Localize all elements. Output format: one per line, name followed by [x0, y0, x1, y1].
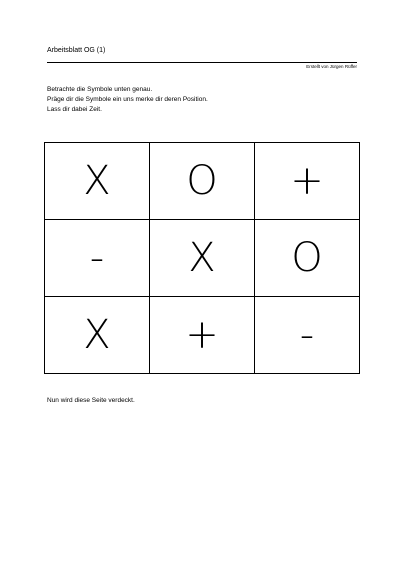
grid-row — [45, 143, 360, 220]
grid-cell: X — [45, 297, 150, 374]
grid-cell: - — [255, 297, 360, 374]
grid-cell: + — [150, 297, 255, 374]
footer-note: Nun wird diese Seite verdeckt. — [47, 396, 135, 404]
symbol-grid — [44, 142, 360, 374]
grid-cell: O — [255, 220, 360, 297]
author-credit: Erstellt von Jürgen Rüffer — [306, 64, 357, 69]
grid-row — [45, 297, 360, 374]
grid-row — [45, 220, 360, 297]
instructions — [47, 85, 347, 115]
page-header — [47, 46, 357, 69]
instruction-line: Lass dir dabei Zeit. — [47, 106, 102, 113]
worksheet-title: Arbeitsblatt OG (1) — [47, 47, 106, 54]
instruction-line: Präge dir die Symbole ein uns merke dir deren Position. — [47, 96, 208, 103]
grid-cell: + — [255, 143, 360, 220]
instruction-line: Betrachte die Symbole unten genau. — [47, 86, 153, 93]
grid-cell: X — [45, 143, 150, 220]
grid-cell: O — [150, 143, 255, 220]
grid-cell: X — [150, 220, 255, 297]
grid-cell: - — [45, 220, 150, 297]
